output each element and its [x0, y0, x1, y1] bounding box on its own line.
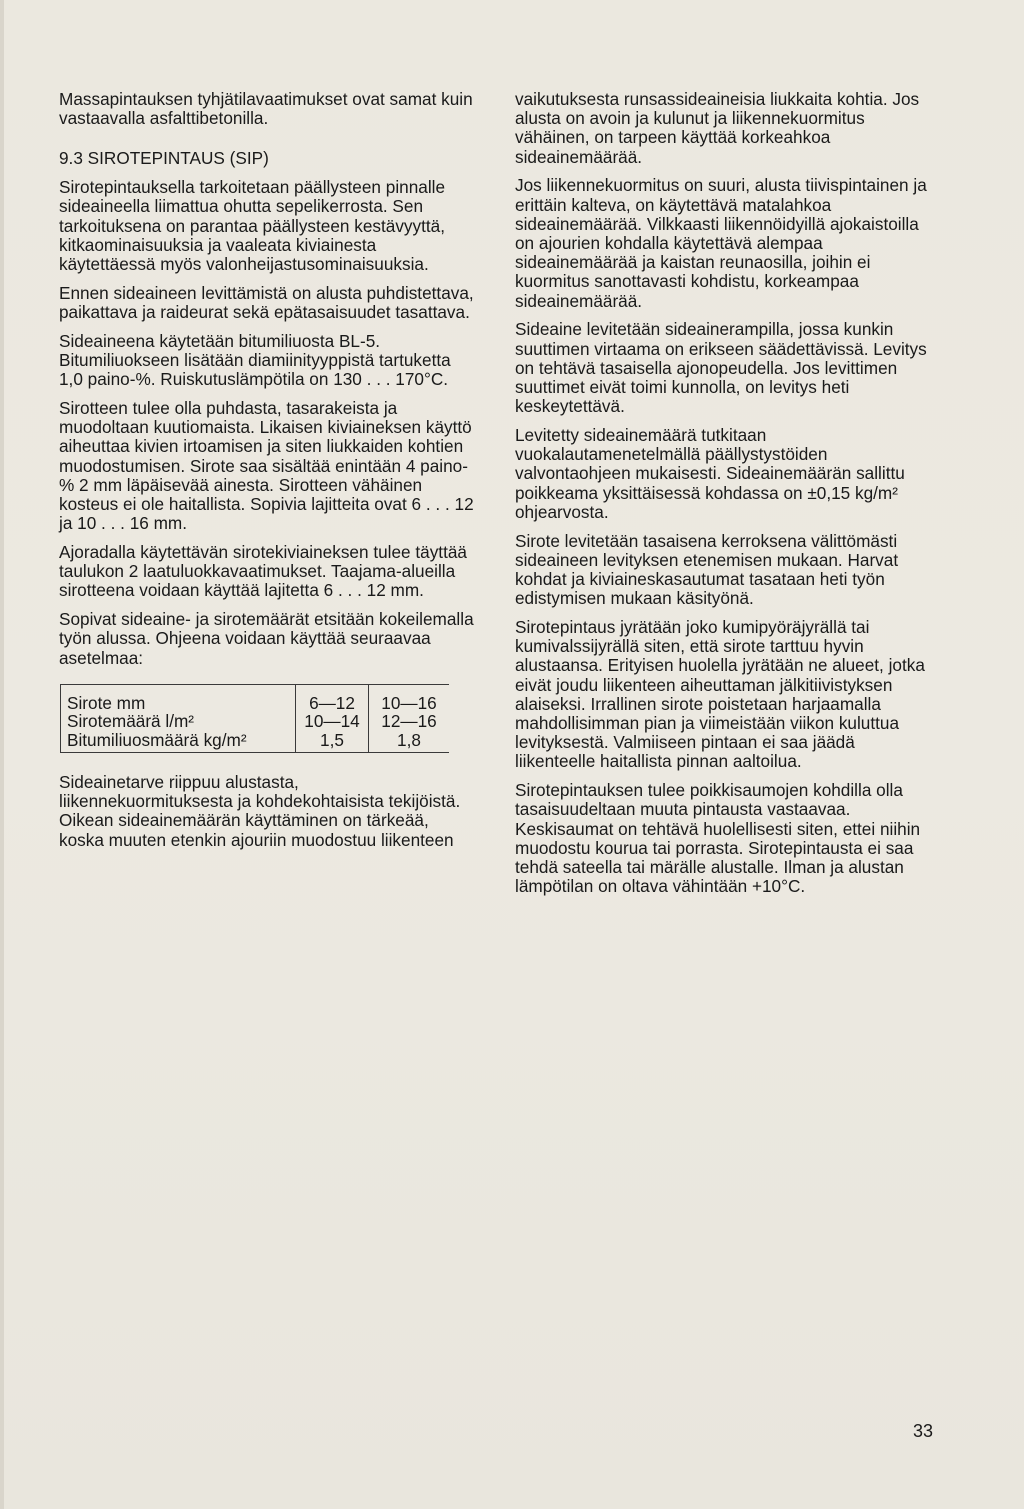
section-heading: 9.3 SIROTEPINTAUS (SIP): [59, 148, 269, 169]
table-row: [61, 684, 450, 752]
paragraph: Sirote levitetään tasaisena kerroksena välittömästi sideaineen levityksen etenemisen mukaan. Harvat kohdat ja kiviaineskasautumat tasataan heti työn edistymisen mukaan käsityönä.: [515, 530, 899, 609]
table-label: Bitumiliuosmäärä kg/m²: [67, 729, 247, 750]
paragraph: Jos liikennekuormitus on suuri, alusta tiivispintainen ja erittäin kalteva, on käytettävä matalahkoa sideainemäärää. Vilkkaasti liikennöidyillä ajokaistoilla on ajourien kohdalla käytettävä alempaa sideainemäärää ja kaistan reunaosilla, joihin ei kuormitus sanottavasti kohdistu, korkeampaa sideainemäärää.: [515, 175, 927, 311]
paragraph: Sirotepintaus jyrätään joko kumipyöräjyrällä tai kumivalssijyrällä siten, että sirote tarttuu hyvin alustaansa. Erityisen huolella jyrätään ne alueet, jotka eivät joudu liikenteen aiheuttaman jälkitiivistyksen alaiseksi. Irrallinen sirote poistetaan harjaamalla mahdollisimman pian ja viimeistään viikon kuluttua levityksestä. Valmiiseen pintaan ei saa jäädä liikenteelle haitallista pinnan aaltoilua.: [515, 617, 925, 772]
table-values-10-16: [369, 684, 450, 752]
table-value: 1,8: [397, 729, 421, 750]
application-rate-table: [60, 684, 449, 753]
paragraph: Sopivat sideaine- ja sirotemäärät etsitään kokeilemalla työn alussa. Ohjeena voidaan käyttää seuraavaa asetelmaa:: [59, 609, 474, 668]
paragraph: Massapintauksen tyhjätilavaatimukset ovat samat kuin vastaavalla asfalttibetonilla.: [59, 89, 473, 129]
table-value: 10—16: [381, 692, 437, 713]
table-value: 1,5: [320, 729, 344, 750]
paragraph: vaikutuksesta runsassideaineisia liukkaita kohtia. Jos alusta on avoin ja kulunut ja liikennekuormitus vähäinen, on tarpeen käyttää korkeahkoa sideainemäärää.: [515, 89, 920, 167]
paragraph: Sideaineena käytetään bitumiliuosta BL-5. Bitumiliuokseen lisätään diamiinityyppistä tartuketta 1,0 paino-%. Ruiskutuslämpötila on 130 . . . 170°C.: [59, 330, 451, 390]
paragraph: Sirotepintauksen tulee poikkisaumojen kohdilla olla tasaisuudeltaan muuta pintausta vastaavaa. Keskisaumat on tehtävä huolellisesti siten, ettei niihin muodostu kourua tai porrasta. Sirotepintausta ei saa tehdä sateella tai märälle alustalle. Ilman ja alustan lämpötilan on oltava vähintään +10°C.: [515, 780, 921, 897]
page-number: 33: [913, 1421, 934, 1441]
table-value: 12—16: [381, 711, 437, 732]
table-label: Sirote mm: [67, 692, 146, 713]
paragraph: Ennen sideaineen levittämistä on alusta puhdistettava, paikattava ja raideurat sekä epätasaisuudet tasattava.: [59, 282, 474, 323]
table-label: Sirotemäärä l/m²: [67, 711, 195, 732]
paragraph: Sideainetarve riippuu alustasta, liikennekuormituksesta ja kohdekohtaisista tekijöistä. Oikean sideainemäärän käyttäminen on tärkeää, koska muuten etenkin ajouriin muodostuu liikenteen: [59, 772, 461, 850]
paragraph: Sirotepintauksella tarkoitetaan päällysteen pinnalle sideaineella liimattua ohutta sepelikerrosta. Sen tarkoituksena on parantaa päällysteen kestävyyttä, kitkaominaisuuksia ja vaaleata kiviainesta käytettäessä myös valonheijastusominaisuuksia.: [59, 177, 446, 275]
table-labels-cell: [61, 684, 296, 752]
paragraph: Ajoradalla käytettävän sirotekiviaineksen tulee täyttää taulukon 2 laatuluokkavaatimukset. Taajama-alueilla sirotteena voidaan käyttää lajitetta 6 . . . 12 mm.: [59, 542, 467, 601]
table-values-6-12: [296, 684, 369, 752]
table-value: 6—12: [309, 692, 355, 713]
paragraph: Sirotteen tulee olla puhdasta, tasarakeista ja muodoltaan kuutiomaista. Likaisen kiviaineksen käyttö aiheuttaa kivien irtoamisen ja siten liukkaiden kohtien muodostumisen. Sirote saa sisältää enintään 4 paino-% 2 mm läpäisevää ainesta. Sirotteen vähäinen kosteus ei ole haitallista. Sopivia lajitteita ovat 6 . . . 12 ja 10 . . . 16 mm.: [59, 398, 474, 534]
right-column: [515, 90, 933, 906]
paragraph: Levitetty sideainemäärä tutkitaan vuokalautamenetelmällä päällystystöiden valvontaohjeen mukaisesti. Sideainemäärän sallittu poikkeama yksittäisessä kohdassa on ±0,15 kg/m² ohjearvosta.: [515, 425, 905, 522]
table-value: 10—14: [304, 711, 360, 732]
scan-edge: [0, 0, 4, 1509]
left-column: [59, 90, 477, 859]
paragraph: Sideaine levitetään sideainerampilla, jossa kunkin suuttimen virtaama on erikseen säädettävissä. Levitys on tehtävä tasaisella ajonopeudella. Jos levittimen suuttimet eivät toimi kunnolla, on levitys heti keskeytettävä.: [515, 319, 927, 417]
